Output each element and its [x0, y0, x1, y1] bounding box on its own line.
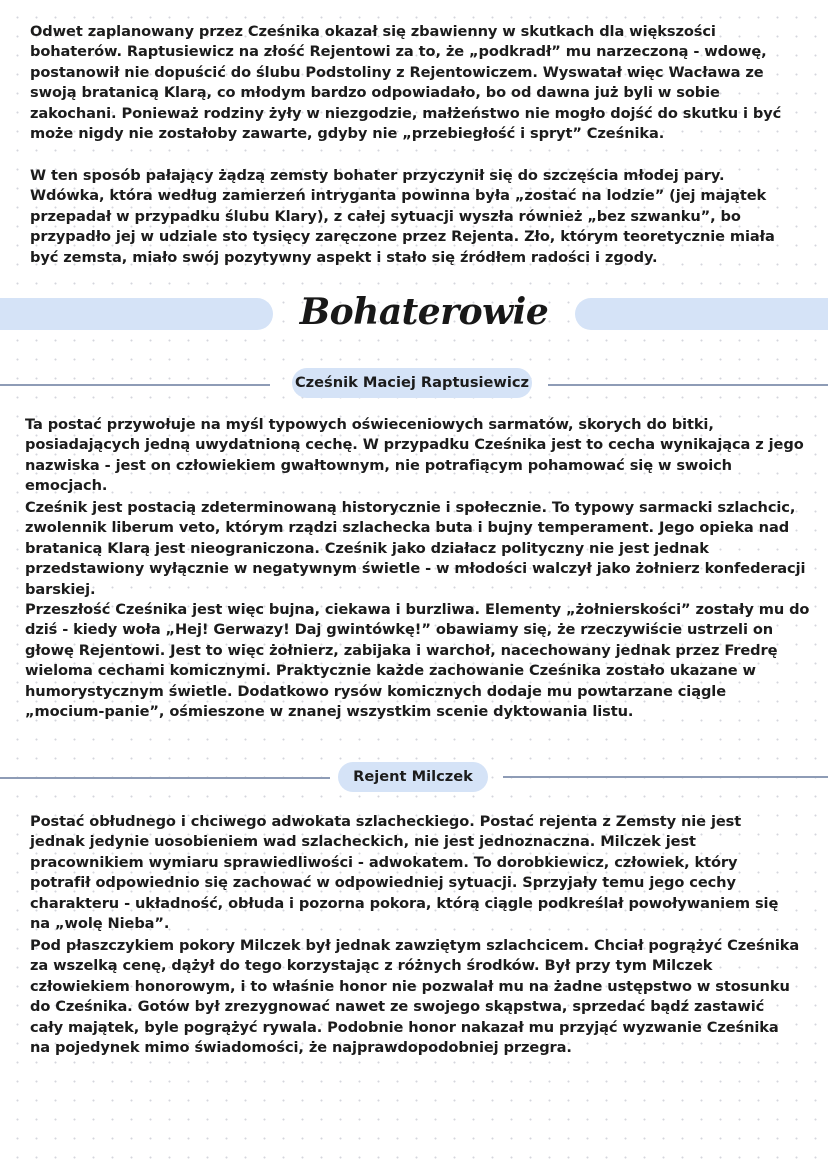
title-decoration-left: [0, 298, 273, 330]
character-heading-rejent: Rejent Milczek: [338, 762, 488, 792]
rejent-paragraph-2: Pod płaszczykiem pokory Milczek był jednak zawziętym szlachcicem. Chciał pogrążyć Cześnika za wszelką cenę, dążył do tego korzystając z różnych środków. Był przy tym Milczek człowiekiem honorowym, i to właśnie honor nie pozwalał mu na żadne ustępstwo w stosunku do Cześnika. Gotów był zrezygnować nawet ze swojego skąpstwa, sprzedać bądź zastawić cały majątek, byle pogrążyć rywala. Podobnie honor nakazał mu przyjąć wyzwanie Cześnika na pojedynek mimo świadomości, że najprawdopodobniej przegra.: [30, 937, 800, 1057]
czesnik-paragraph-3: Przeszłość Cześnika jest więc bujna, ciekawa i burzliwa. Elementy „żołnierskości” zostały mu do dziś - kiedy woła „Hej! Gerwazy! Daj gwintówkę!” obawiamy się, że rzeczywiście ustrzeli on głowę Rejentowi. Jest to więc żołnierz, zabijaka i warchoł, nacechowany jednak przez Fredrę wieloma cechami komicznymi. Praktycznie każde zachowanie Cześnika zostało ukazane w humorystycznym świetle. Dodatkowo rysów komicznych dodaje mu powtarzane ciągle „mocium-panie”, ośmieszone w znanej wszystkim scenie dyktowania listu.: [25, 601, 810, 721]
character-heading-czesnik: Cześnik Maciej Raptusiewicz: [292, 368, 532, 398]
czesnik-paragraph-1: Ta postać przywołuje na myśl typowych oświeceniowych sarmatów, skorych do bitki, posiadających jedną uwydatnioną cechę. W przypadku Cześnika jest to cecha wynikająca z jego nazwiska - jest on człowiekiem gwałtownym, nie potrafiącym pohamować się w swoich emocjach.: [25, 416, 804, 495]
divider-line: [0, 384, 270, 386]
divider-line: [503, 776, 828, 778]
intro-paragraph-2: W ten sposób pałający żądzą zemsty bohater przyczynił się do szczęścia młodej pary. Wdówka, która według zamierzeń intryganta powinna była „zostać na lodzie” (jej majątek przepadał w przypadku ślubu Klary), z całej sytuacji wyszła również „bez szwanku”, bo przypadło jej w udziale sto tysięcy zaręczone przez Rejenta. Zło, którym teoretycznie miała być zemsta, miało swój pozytywny aspekt i stało się źródłem radości i zgody.: [30, 167, 775, 266]
divider-line: [548, 384, 828, 386]
intro-paragraph-1: Odwet zaplanowany przez Cześnika okazał się zbawienny w skutkach dla większości bohaterów. Raptusiewicz na złość Rejentowi za to, że „podkradł” mu narzeczoną - wdowę, postanowił nie dopuścić do ślubu Podstoliny z Rejentowiczem. Wyswatał więc Wacława ze swoją bratanicą Klarą, co młodym bardzo odpowiadało, bo od dawna już byli w sobie zakochani. Ponieważ rodziny żyły w niezgodzie, małżeństwo nie mogło dojść do skutku i być może nigdy nie zostałoby zawarte, gdyby nie „przebiegłość i spryt” Cześnika.: [30, 23, 782, 143]
divider-line: [0, 777, 330, 779]
title-decoration-right: [575, 298, 828, 330]
section-title: Bohaterowie: [299, 291, 549, 333]
rejent-paragraph-1: Postać obłudnego i chciwego adwokata szlacheckiego. Postać rejenta z Zemsty nie jest jednak jedynie uosobieniem wad szlacheckich, nie jest jednoznaczna. Milczek jest pracownikiem wymiaru sprawiedliwości - adwokatem. To dorobkiewicz, człowiek, który potrafił odpowiednio się zachować w odpowiedniej sytuacji. Sprzyjały temu jego cechy charakteru - układność, obłuda i pozorna pokora, którą ciągle podkreślał powoływaniem się na „wolę Nieba”.: [30, 813, 779, 933]
czesnik-paragraph-2: Cześnik jest postacią zdeterminowaną historycznie i społecznie. To typowy sarmacki szlachcic, zwolennik liberum veto, którym rządzi szlachecka buta i bujny temperament. Jego opieka nad bratanicą Klarą jest nieograniczona. Cześnik jako działacz polityczny nie jest jednak przedstawiony wyłącznie w negatywnym świetle - w młodości walczył jako żołnierz konfederacji barskiej.: [25, 499, 806, 598]
